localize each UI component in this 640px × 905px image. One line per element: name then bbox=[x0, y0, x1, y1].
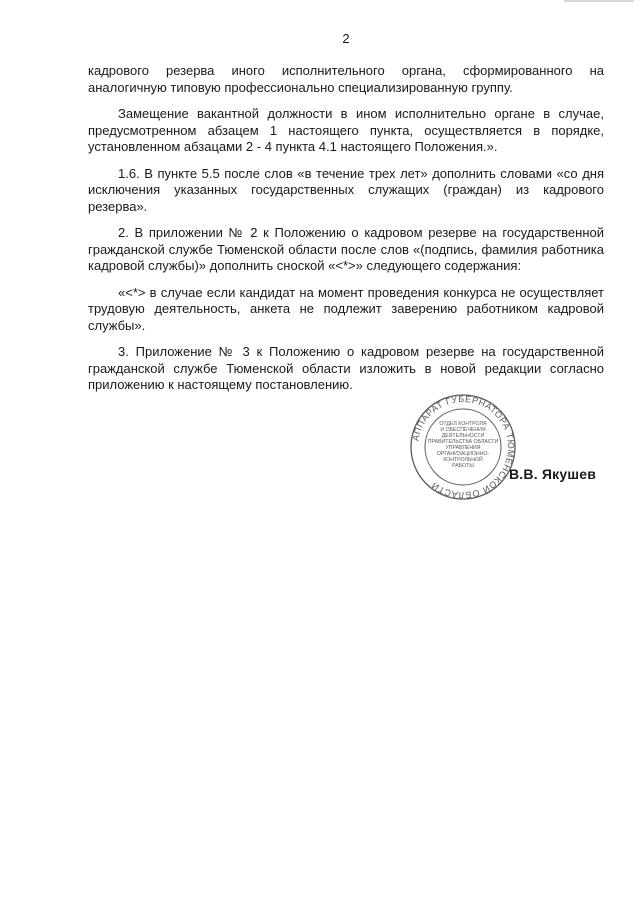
stamp-inner-line: ПРАВИТЕЛЬСТВА ОБЛАСТИ bbox=[427, 439, 499, 445]
stamp-inner-line: УПРАВЛЕНИЯ bbox=[445, 445, 481, 451]
page-number: 2 bbox=[342, 31, 350, 46]
stamp-inner-line: ОТДЕЛ КОНТРОЛЯ bbox=[439, 421, 487, 427]
paragraph-1-6: 1.6. В пункте 5.5 после слов «в течение трех лет» дополнить словами «со дня исключения указанных государственных служащих (граждан) из кадрового резерва». bbox=[88, 165, 604, 214]
paragraph-continuation: кадрового резерва иного исполнительного органа, сформированного на аналогичную типовую профессионально специализированную группу. bbox=[88, 63, 604, 95]
stamp-inner-line: И ОБЕСПЕЧЕНИЯ bbox=[440, 427, 486, 433]
stamp-inner-line: ДЕЯТЕЛЬНОСТИ bbox=[441, 433, 485, 439]
stamp-inner-line: ОРГАНИЗАЦИОННО- bbox=[436, 451, 490, 457]
stamp-outer-text-path: АППАРАТ ГУБЕРНАТОРА ТЮМЕНСКОЙ ОБЛАСТИ bbox=[410, 393, 517, 501]
paragraph-2: 2. В приложении № 2 к Положению о кадровом резерве на государственной гражданской службе Тюменской области после слов «(подпись, фамилия работника кадровой службы)» дополнить сноской «<*>» следующего содержания: bbox=[88, 225, 604, 273]
stamp-inner-text bbox=[428, 421, 499, 469]
stamp-inner-line: КОНТРОЛЬНОЙ bbox=[443, 457, 483, 463]
paragraph-footnote: «<*> в случае если кандидат на момент проведения конкурса не осуществляет трудовую деятельность, анкета не подлежит заверению работником кадровой службы». bbox=[88, 284, 604, 333]
stamp-inner-line: РАБОТЫ bbox=[452, 463, 474, 469]
official-stamp bbox=[409, 393, 517, 501]
signature-name: В.В. Якушев bbox=[509, 466, 597, 482]
paragraph-3: 3. Приложение № 3 к Положению о кадровом резерве на государственной гражданской службе Тюменской области изложить в новой редакции согласно приложению к настоящему постановлению. bbox=[88, 344, 604, 392]
document-body bbox=[88, 63, 604, 404]
paragraph-vacancy-replacement: Замещение вакантной должности в ином исполнительно органе в случае, предусмотренном абзацем 1 настоящего пункта, осуществляется в порядке, установленном абзацами 2 - 4 пункта 4.1 настоящего Положения.». bbox=[88, 106, 604, 154]
scan-edge-mark bbox=[564, 0, 634, 2]
